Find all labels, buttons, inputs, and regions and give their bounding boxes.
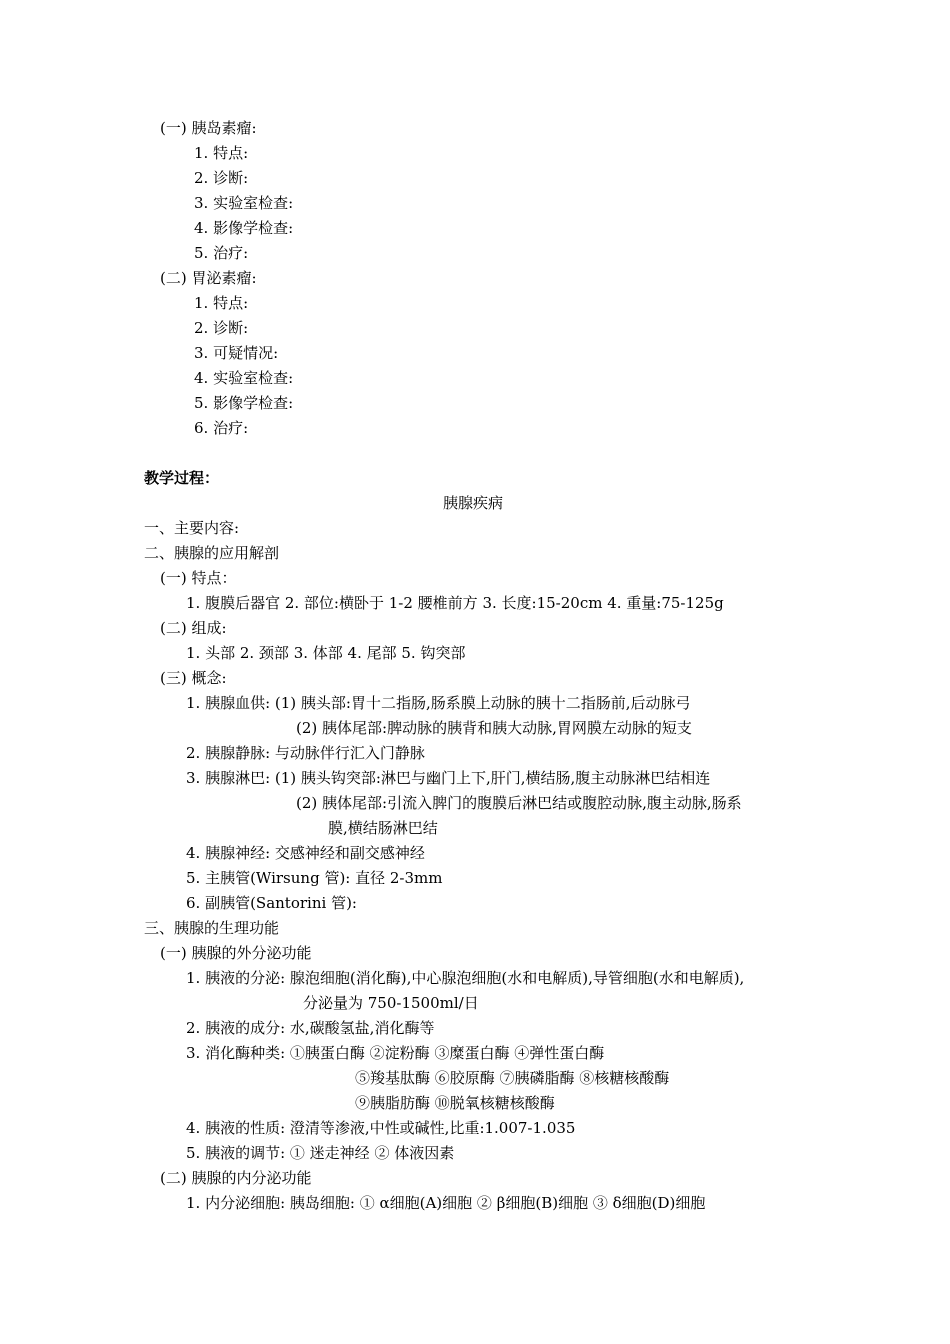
- list-item: 4. 影像学检查:: [194, 219, 294, 237]
- text-line: 3. 胰腺淋巴: (1) 胰头钩突部:淋巴与幽门上下,肝门,横结肠,腹主动脉淋巴结相连: [186, 769, 711, 787]
- text-line: 1. 胰腺血供: (1) 胰头部:胃十二指肠,肠系膜上动脉的胰十二指肠前,后动脉弓: [186, 694, 691, 712]
- text-line: 2. 胰液的成分: 水,碳酸氢盐,消化酶等: [186, 1019, 435, 1037]
- list-item: 2. 诊断:: [194, 319, 249, 337]
- section-heading: 三、胰腺的生理功能: [144, 919, 280, 937]
- text-line: 1. 胰液的分泌: 腺泡细胞(消化酶),中心腺泡细胞(水和电解质),导管细胞(水和电解质),: [186, 969, 745, 987]
- text-line: 1. 头部 2. 颈部 3. 体部 4. 尾部 5. 钩突部: [186, 644, 466, 662]
- list-item: 3. 实验室检查:: [194, 194, 294, 212]
- text-line: 分泌量为 750-1500ml/日: [303, 994, 479, 1012]
- list-item: 3. 可疑情况:: [194, 344, 279, 362]
- text-line: 4. 胰液的性质: 澄清等渗液,中性或碱性,比重:1.007-1.035: [186, 1119, 576, 1137]
- subsection-gastrinoma: (二) 胃泌素瘤:: [160, 269, 257, 287]
- subsection-heading: (二) 组成:: [160, 619, 227, 637]
- teaching-process-heading: 教学过程：: [144, 469, 220, 487]
- list-item: 1. 特点:: [194, 294, 249, 312]
- subsection-heading: (三) 概念:: [160, 669, 227, 687]
- text-line: 2. 胰腺静脉: 与动脉伴行汇入门静脉: [186, 744, 425, 762]
- section-heading: 二、胰腺的应用解剖: [144, 544, 280, 562]
- subsection-heading: (二) 胰腺的内分泌功能: [160, 1169, 312, 1187]
- text-line: 1. 腹膜后器官 2. 部位:横卧于 1-2 腰椎前方 3. 长度:15-20cm 4. 重量:75-125g: [186, 594, 724, 612]
- text-line: 膜,横结肠淋巴结: [328, 819, 438, 837]
- text-line: 1. 内分泌细胞: 胰岛细胞: ① α细胞(A)细胞 ② β细胞(B)细胞 ③ δ细胞(D)细胞: [186, 1194, 706, 1212]
- list-item: 1. 特点:: [194, 144, 249, 162]
- text-line: (2) 胰体尾部:引流入脾门的腹膜后淋巴结或腹腔动脉,腹主动脉,肠系: [296, 794, 742, 812]
- text-line: 3. 消化酶种类: ①胰蛋白酶 ②淀粉酶 ③糜蛋白酶 ④弹性蛋白酶: [186, 1044, 605, 1062]
- text-line: ⑨胰脂肪酶 ⑩脱氧核糖核酸酶: [355, 1094, 555, 1112]
- text-line: 5. 胰液的调节: ① 迷走神经 ② 体液因素: [186, 1144, 455, 1162]
- subsection-insulinoma: (一) 胰岛素瘤:: [160, 119, 257, 137]
- list-item: 2. 诊断:: [194, 169, 249, 187]
- subsection-heading: (一) 特点：: [160, 569, 237, 587]
- text-line: (2) 胰体尾部:脾动脉的胰背和胰大动脉,胃网膜左动脉的短支: [296, 719, 692, 737]
- section-heading: 一、主要内容:: [144, 519, 240, 537]
- list-item: 5. 治疗:: [194, 244, 249, 262]
- text-line: 6. 副胰管(Santorini 管):: [186, 894, 357, 912]
- text-line: 4. 胰腺神经: 交感神经和副交感神经: [186, 844, 425, 862]
- text-line: 5. 主胰管(Wirsung 管): 直径 2-3mm: [186, 869, 443, 887]
- text-line: ⑤羧基肽酶 ⑥胶原酶 ⑦胰磷脂酶 ⑧核糖核酸酶: [355, 1069, 670, 1087]
- list-item: 4. 实验室检查:: [194, 369, 294, 387]
- list-item: 6. 治疗:: [194, 419, 249, 437]
- subsection-heading: (一) 胰腺的外分泌功能: [160, 944, 312, 962]
- document-title: 胰腺疾病: [443, 494, 504, 512]
- list-item: 5. 影像学检查:: [194, 394, 294, 412]
